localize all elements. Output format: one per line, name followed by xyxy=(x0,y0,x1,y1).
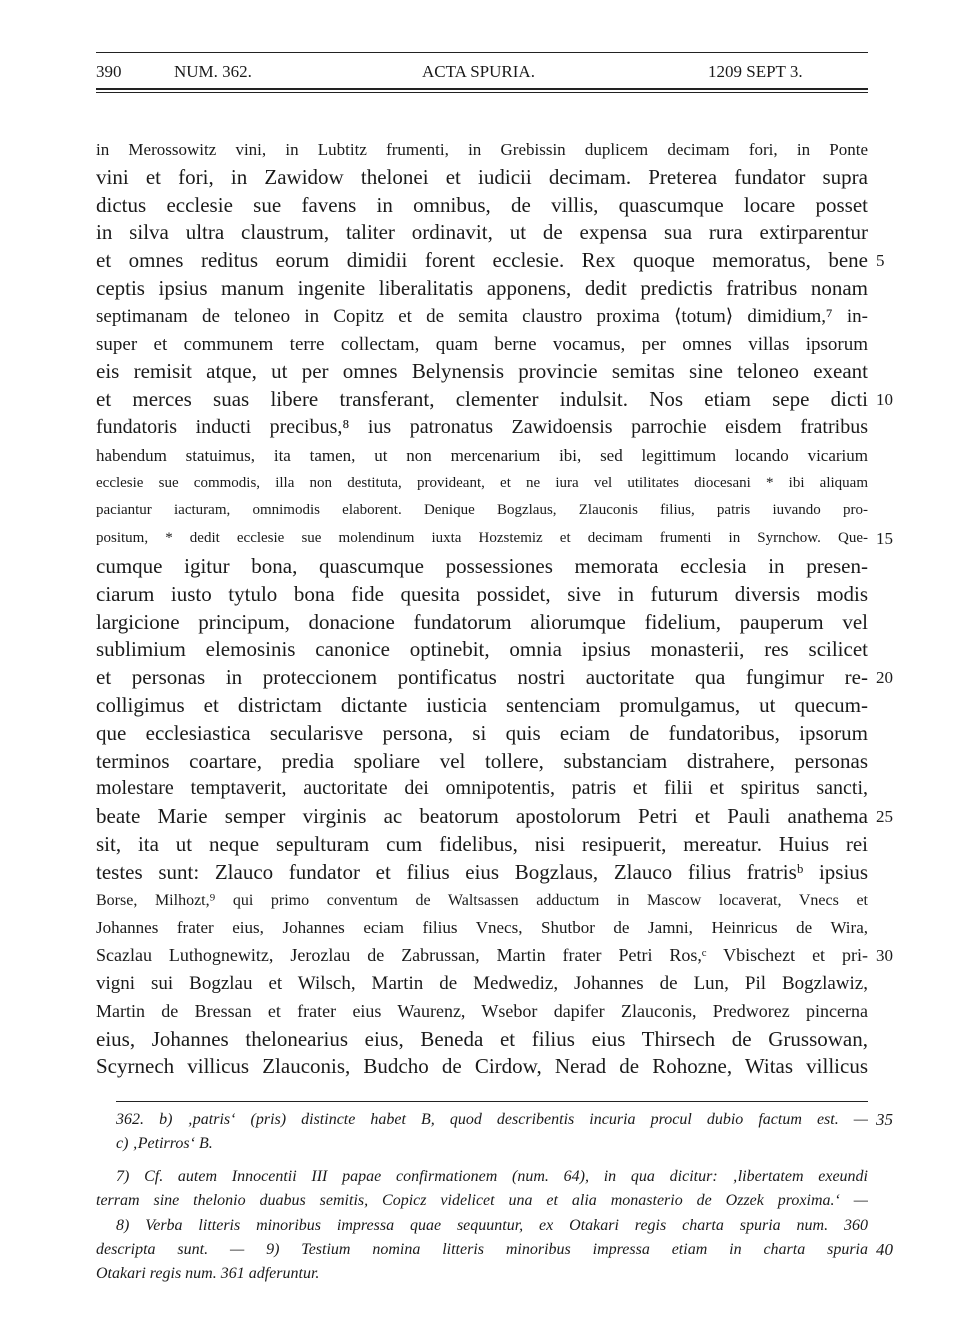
text-line: et merces suas libere transferant, clementer indulsit. Nos etiam sepe dicti 10 xyxy=(96,387,893,412)
text-line: ceptis ipsius manum ingenite liberalitatis apponens, dedit predictis fratribus nonam xyxy=(96,275,868,300)
text-line: Scyrnech villicus Zlauconis, Budcho de Cirdow, Nerad de Rohozne, Witas villicus xyxy=(96,1054,868,1079)
text-line: et omnes reditus eorum dimidii forent ecclesie. Rex quoque memoratus, bene 5 xyxy=(96,248,885,273)
text-line: Scazlau Luthognewitz, Jerozlau de Zabrussan, Martin frater Petri Ros,ᶜ Vbischezt et pri- 30 xyxy=(96,945,893,966)
text-line: super et communem terre collectam, quam berne vocamus, per omnes villas ipsorum xyxy=(96,333,868,355)
footnote-line: descripta sunt. — 9) Testium nomina litteris minoribus impressa etiam in charta spuria 40 xyxy=(96,1239,893,1259)
text-line: sit, ita ut neque sepulturam cum fidelibus, nisi resipuerit, mereatur. Huius rei xyxy=(96,831,868,856)
running-head xyxy=(96,62,868,86)
text-line: Borse, Milhozt,⁹ qui primo conventum de Waltsassen adductum in Mascow locaverat, Vnecs et xyxy=(96,891,868,909)
text-line: septimanam de teloneo in Copitz et de semita claustro proxima ⟨totum⟩ dimidium,⁷ in- xyxy=(96,305,868,327)
document-date: 1209 SEPT 3. xyxy=(708,62,803,81)
page-number: 390 xyxy=(96,62,122,81)
footnote-line: 362. b) ‚patris‘ (pris) distincte habet B, quod describentis incuria procul dubio factum est. — 35 xyxy=(116,1110,893,1129)
text-line: largicione principum, donacione fundatorum aliorumque fidelium, pauperum vel xyxy=(96,609,868,634)
text-line: ciarum iusto tytulo bona fide quesita possidet, sive in futurum diversis modis xyxy=(96,581,868,606)
text-line: et personas in proteccionem pontificatus nostri auctoritate qua fungimur re- 20 xyxy=(96,665,893,690)
footnotes xyxy=(96,1108,893,1287)
header-top-rule xyxy=(96,52,868,53)
document-number: NUM. 362. xyxy=(174,62,252,81)
main-text xyxy=(96,136,893,1081)
text-line: Johannes frater eius, Johannes eciam filius Vnecs, Shutbor de Jamni, Heinricus de Wira, xyxy=(96,918,868,938)
text-line: que ecclesiastica secularisve persona, si quis eciam de fundatoribus, ipsorum xyxy=(96,720,868,745)
text-line: colligimus et districtam dictante iusticia sentenciam promulgamus, ut quecum- xyxy=(96,692,868,717)
footnote-line: 7) Cf. autem Innocentii III papae confirmationem (num. 64), in qua dicitur: ‚libertatem exeundi xyxy=(116,1167,868,1185)
text-line: terminos coartare, predia spoliare vel tollere, substanciam distrahere, personas xyxy=(96,748,868,773)
footnote-line: 8) Verba litteris minoribus impressa quae sequuntur, ex Otakari regis charta spuria num. 360 xyxy=(116,1216,868,1234)
footnote-line: c) ‚Petirros‘ B. xyxy=(116,1135,213,1153)
text-line: vigni sui Bogzlau et Wilsch, Martin de Medwediz, Johannes de Lun, Pil Bogzlawiz, xyxy=(96,972,868,994)
text-line: in silva ultra claustrum, taliter ordinavit, ut de expensa sua rura extirparentur xyxy=(96,220,868,245)
text-line: paciantur iacturam, omnimodis elaborent. Denique Bogzlaus, Zlauconis filius, patris iuvando pro- xyxy=(96,502,868,519)
footnote-rule xyxy=(116,1101,868,1102)
text-line: sublimium elemosinis canonice optinebit, omnia ipsius monasterii, res scilicet xyxy=(96,637,868,662)
text-line: Martin de Bressan et frater eius Waurenz, Wsebor dapifer Zlauconis, Predworez pincerna xyxy=(96,1000,868,1021)
text-line: vini et fori, in Zawidow thelonei et iudicii decimam. Preterea fundator supra xyxy=(96,164,868,189)
text-line: in Merossowitz vini, in Lubtitz frumenti, in Grebissin duplicem decimam fori, in Ponte xyxy=(96,140,868,159)
text-line: cumque igitur bona, quascumque possessiones memorata ecclesia in presen- xyxy=(96,553,868,578)
text-line: beate Marie semper virginis ac beatorum apostolorum Petri et Pauli anathema 25 xyxy=(96,804,893,829)
text-line: ecclesie sue commodis, illa non destituta, provideant, et ne iura vel utilitates diocesani * ibi aliquam xyxy=(96,474,868,491)
footnote-line: Otakari regis num. 361 adferuntur. xyxy=(96,1265,320,1283)
text-line: eis remisit atque, ut per omnes Belynensis provincie semitas sine teloneo exeant xyxy=(96,359,868,384)
footnote-line: terram sine thelonio duabus semitis, Copicz videlicet una et alia monasterio de Ozzek proxima.‘ — xyxy=(96,1192,868,1210)
header-bottom-rule-thin xyxy=(96,92,868,93)
text-line: positum, * dedit ecclesie sue molendinum iuxta Hozstemiz et decimam frumenti in Syrnchow. Que- 15 xyxy=(96,529,893,549)
text-line: dictus ecclesie sue favens in omnibus, de villis, quascumque locare posset xyxy=(96,192,868,217)
text-line: fundatoris inducti precibus,⁸ ius patronatus Zawidoensis parrochie eisdem fratribus xyxy=(96,415,868,438)
text-line: eius, Johannes thelonearius eius, Beneda et filius eius Thirsech de Grussowan, xyxy=(96,1026,868,1051)
text-line: habendum statuimus, ita tamen, ut non mercenarium ibi, sed legittimum locando vicarium xyxy=(96,445,868,465)
header-bottom-rule xyxy=(96,88,868,90)
text-line: molestare temptaverit, auctoritate dei omnipotentis, patris et filii et spiritus sancti, xyxy=(96,777,868,800)
running-title: ACTA SPURIA. xyxy=(422,62,535,81)
text-line: testes sunt: Zlauco fundator et filius eius Bogzlaus, Zlauco filius fratrisᵇ ipsius xyxy=(96,859,868,884)
